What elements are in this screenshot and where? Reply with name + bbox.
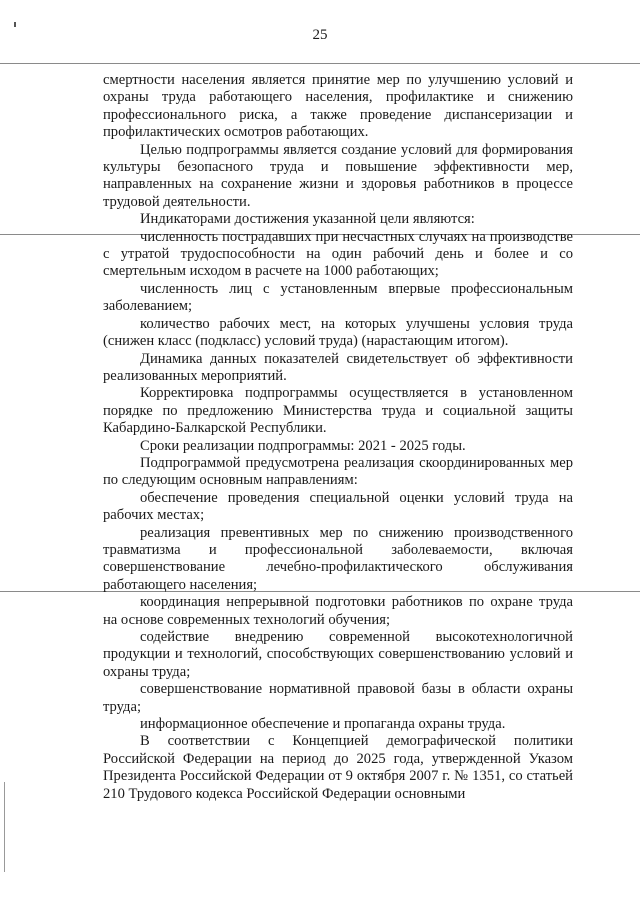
page-number: 25	[312, 27, 328, 43]
paragraph: содействие внедрению современной высокотехнологичной продукции и технологий, способствующих совершенствованию условий и охраны труда;	[103, 629, 573, 680]
paragraph: Целью подпрограммы является создание условий для формирования культуры безопасного труда и повышение эффективности мер, направленных на сохранение жизни и здоровья работников в процессе трудовой деятельности.	[103, 141, 573, 210]
paragraph: численность пострадавших при несчастных случаях на производстве с утратой трудоспособности на один рабочий день и более и со смертельным исходом в расчете на 1000 работающих;	[103, 228, 573, 280]
paragraph: смертности населения является принятие мер по улучшению условий и охраны труда работающего населения, профилактике и снижению профессионального риска, а также проведение диспансеризации и профилактических осмотров работающих.	[103, 72, 573, 141]
paragraph: Корректировка подпрограммы осуществляется в установленном порядке по предложению Министерства труда и социальной защиты Кабардино-Балкарской Республики.	[103, 385, 573, 437]
paragraph: численность лиц с установленным впервые профессиональным заболеванием;	[103, 280, 573, 315]
paragraph: координация непрерывной подготовки работников по охране труда на основе современных технологий обучения;	[103, 594, 573, 628]
body-text	[103, 72, 573, 803]
paragraph: В соответствии с Концепцией демографической политики Российской Федерации на период до 2025 года, утвержденной Указом Президента Российской Федерации от 9 октября 2007 г. № 1351, со статьей 210 Трудового кодекса Российской Федерации основными	[103, 733, 573, 802]
paragraph: Подпрограммой предусмотрена реализация скоординированных мер по следующим основным направлениям:	[103, 454, 573, 489]
paragraph: реализация превентивных мер по снижению производственного травматизма и профессиональной заболеваемости, включая совершенствование лечебно-профилактического обслуживания работающего населения;	[103, 524, 573, 593]
paragraph: совершенствование нормативной правовой базы в области охраны труда;	[103, 681, 573, 715]
paragraph: информационное обеспечение и пропаганда охраны труда.	[140, 716, 506, 733]
scan-mark-top-left	[14, 22, 16, 27]
paragraph: Динамика данных показателей свидетельствует об эффективности реализованных мероприятий.	[103, 350, 573, 384]
paragraph: Индикаторами достижения указанной цели являются:	[140, 211, 475, 228]
paragraph: Сроки реализации подпрограммы: 2021 - 2025 годы.	[140, 437, 466, 454]
paragraph: обеспечение проведения специальной оценки условий труда на рабочих местах;	[103, 489, 573, 524]
scan-mark-bottom-left	[4, 782, 5, 872]
paragraph: количество рабочих мест, на которых улучшены условия труда (снижен класс (подкласс) условий труда) (нарастающим итогом).	[103, 315, 573, 350]
scan-line-top	[0, 63, 640, 64]
